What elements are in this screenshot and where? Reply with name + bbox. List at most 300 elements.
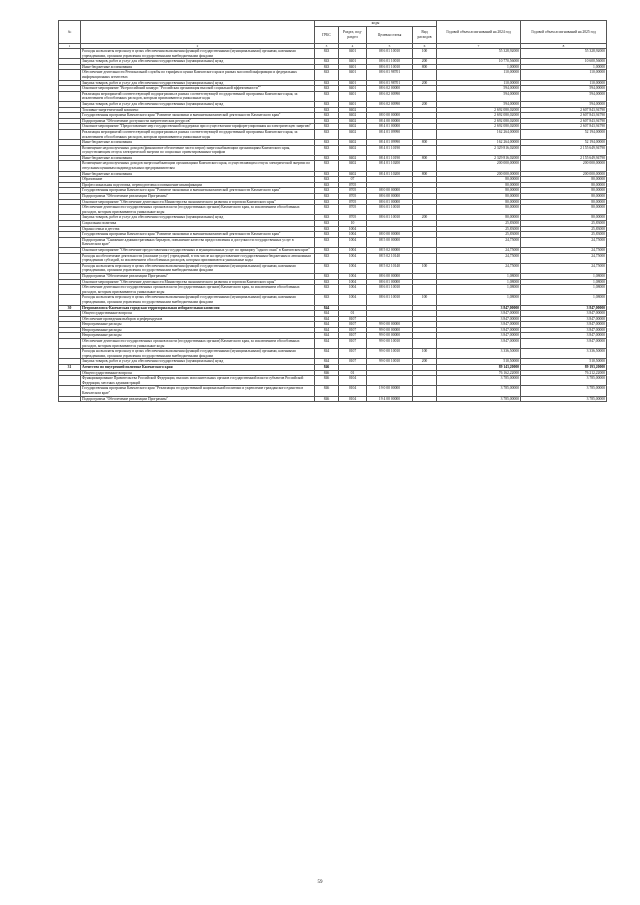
row-amount-2025: 2 155 649,94790 [521,155,607,161]
row-number [59,145,81,155]
row-section: 0402 [339,129,367,139]
row-amount-2024: 200 000,00000 [437,161,521,171]
row-amount-2024: 594,00000 [437,101,521,107]
row-grbs: 843 [315,124,339,130]
row-name: Государственная программа Камчатского края "Развитие экономики и внешнеэкономической деятельности Камчатского края" [81,188,315,194]
row-target: 08 6 01 00000 [367,199,413,205]
header-expense-type: Вид расходов [413,27,437,44]
row-target: 19 4 00 00000 [367,396,413,402]
row-expense-type [413,70,437,80]
row-grbs: 844 [315,359,339,365]
row-name: Топливно-энергетический комплекс [81,107,315,113]
row-grbs: 843 [315,194,339,200]
row-grbs: 846 [315,376,339,386]
row-target: 08 5 02 10140 [367,253,413,263]
row-amount-2025: 25,83000 [521,232,607,238]
row-amount-2025: 52 194,00000 [521,129,607,139]
row-section: 0401 [339,64,367,70]
row-section: 1004 [339,273,367,279]
row-number [59,253,81,263]
row-amount-2025: 3 785,00000 [521,376,607,386]
row-section: 07 [339,177,367,183]
row-target: 99 0 00 00000 [367,322,413,328]
row-amount-2024: 2 329 816,02000 [437,155,521,161]
index-cell: 2 [81,44,315,49]
row-amount-2025: 594,00000 [521,86,607,92]
row-number [59,349,81,359]
row-name: Расходы на выплаты персоналу в целях обеспечения выполнения функций государственными (муниципальными) органами, казенными учреждениями, органами управления государственными внебюджетными фондами [81,49,315,59]
row-section: 1004 [339,232,367,238]
index-cell: 8 [521,44,607,49]
page-number: 59 [317,880,323,885]
table-row [59,205,607,215]
row-amount-2024: 10 770,56000 [437,59,521,65]
row-amount-2025: 3 847,00000 [521,311,607,317]
row-amount-2024: 3 847,00000 [437,305,521,311]
row-number [59,376,81,386]
row-grbs: 843 [315,155,339,161]
row-section: 0401 [339,80,367,86]
row-grbs: 843 [315,64,339,70]
row-grbs: 843 [315,177,339,183]
row-name: Закупка товаров, работ и услуг для обеспечения государственных (муниципальных) нужд [81,215,315,221]
row-target: 08 6 01 10010 [367,205,413,215]
row-section: 0104 [339,376,367,386]
row-expense-type [413,285,437,295]
row-amount-2025: 55 328,92000 [521,49,607,59]
row-amount-2024: 24,75000 [437,253,521,263]
table-row [59,376,607,386]
row-name: Расходы на выплаты персоналу в целях обеспечения выполнения функций государственными (муниципальными) органами, казенными учреждениями, органами управления государственными внебюджетными фондами [81,349,315,359]
row-name: Социальная политика [81,221,315,227]
row-name: Функционирование Правительства Российской Федерации, высших исполнительных органов государственной власти субъектов Российской Федерации, местных администраций [81,376,315,386]
row-section: 0402 [339,124,367,130]
row-expense-type: 100 [413,349,437,359]
row-amount-2025: 10 600,56000 [521,59,607,65]
row-expense-type: 200 [413,80,437,86]
row-expense-type: 200 [413,359,437,365]
row-amount-2025: 1,08000 [521,285,607,295]
row-grbs: 844 [315,349,339,359]
row-amount-2025: 510,50000 [521,359,607,365]
row-name: Общегосударственные вопросы [81,370,315,376]
row-section: 0705 [339,199,367,205]
row-section: 0104 [339,396,367,402]
row-section: 0401 [339,70,367,80]
row-grbs: 843 [315,221,339,227]
row-name: Иные бюджетные ассигнования [81,155,315,161]
row-section: 0402 [339,161,367,171]
row-grbs: 843 [315,237,339,247]
row-name: Закупка товаров, работ и услуг для обеспечения государственных (муниципальных) нужд [81,101,315,107]
row-amount-2024: 25,83000 [437,221,521,227]
row-section: 1004 [339,247,367,253]
row-grbs: 844 [315,322,339,328]
row-target: 08 6 02 00990 [367,91,413,101]
row-grbs: 843 [315,145,339,155]
row-section: 0705 [339,194,367,200]
index-cell: 5 [367,44,413,49]
row-name: Непрограммные расходы [81,327,315,333]
table-row [59,161,607,171]
row-name: Подпрограмма "Снижение административных барьеров, повышение качества предоставления и доступности государственных услуг в Камчатском крае" [81,237,315,247]
table-row [59,145,607,155]
row-number [59,70,81,80]
row-amount-2025: 3 785,00000 [521,396,607,402]
row-target: 08 0 00 00000 [367,113,413,119]
row-expense-type [413,339,437,349]
row-expense-type: 800 [413,155,437,161]
row-amount-2024: 25,83000 [437,226,521,232]
row-amount-2025: 24,75000 [521,263,607,273]
row-amount-2024: 110,00000 [437,80,521,86]
row-expense-type [413,145,437,155]
row-target: 08 6 00 00000 [367,273,413,279]
row-name: Подпрограмма "Обеспечение доступности энергетических ресурсов" [81,118,315,124]
row-name: Непрограммные расходы [81,333,315,339]
row-number [59,91,81,101]
row-section: 0402 [339,155,367,161]
row-expense-type: 800 [413,64,437,70]
row-section: 1004 [339,237,367,247]
table-row [59,263,607,273]
row-section: 0401 [339,101,367,107]
row-expense-type [413,253,437,263]
row-amount-2025: 80,00000 [521,215,607,221]
row-target: 08 5 02 00000 [367,247,413,253]
row-grbs: 846 [315,386,339,396]
row-amount-2024: 25,83000 [437,232,521,238]
row-grbs: 843 [315,182,339,188]
row-amount-2024: 80,00000 [437,194,521,200]
row-target: 08 0 00 00000 [367,232,413,238]
row-amount-2025: 80,00000 [521,199,607,205]
row-grbs: 844 [315,333,339,339]
row-name: Обеспечение проведения выборов и референдумов [81,316,315,322]
index-cell: 4 [339,44,367,49]
row-expense-type: 200 [413,59,437,65]
row-number: 30 [59,305,81,311]
row-grbs: 844 [315,316,339,322]
row-name: Расходы на обеспечение деятельности (оказание услуг) учреждений, в том числе на предоставление государственным бюджетным и автономным учреждениям субсидий, за исключением обособленных расходов, которым присваиваются уникальные коды [81,253,315,263]
row-number [59,129,81,139]
row-section: 0402 [339,145,367,155]
row-grbs: 843 [315,188,339,194]
row-name: Государственная программа Камчатского края "Развитие экономики и внешнеэкономической деятельности Камчатского края" [81,113,315,119]
row-number [59,386,81,396]
header-vol-2025: Годовой объем ассигнований на 2025 год [521,21,607,44]
row-grbs: 843 [315,101,339,107]
row-expense-type: 800 [413,140,437,146]
row-amount-2024: 1,08000 [437,279,521,285]
row-amount-2025: 76 212,22000 [521,370,607,376]
row-grbs: 844 [315,311,339,317]
row-number [59,396,81,402]
index-cell: 6 [413,44,437,49]
table-row [59,253,607,263]
row-name: Иные бюджетные ассигнования [81,171,315,177]
header-target: Целевая статья [367,27,413,44]
row-target: 08 4 01 00000 [367,124,413,130]
row-name: Основное мероприятие "Всероссийский конкурс "Российская организация высокой социальной эффективности"" [81,86,315,92]
row-amount-2024: 1,08000 [437,273,521,279]
row-section: 10 [339,221,367,227]
row-amount-2024: 80,00000 [437,182,521,188]
row-grbs: 843 [315,215,339,221]
row-amount-2024: 1,00000 [437,64,521,70]
row-amount-2024: 3 847,00000 [437,316,521,322]
row-amount-2025: 3 847,00000 [521,322,607,328]
row-amount-2024: 2 692 080,02000 [437,113,521,119]
row-amount-2025: 80,00000 [521,182,607,188]
row-expense-type [413,161,437,171]
row-target: 08 6 01 98701 [367,70,413,80]
row-amount-2024: 89 143,20000 [437,365,521,371]
row-name: Закупка товаров, работ и услуг для обеспечения государственных (муниципальных) нужд [81,59,315,65]
row-grbs: 843 [315,199,339,205]
row-expense-type [413,376,437,386]
row-amount-2025: 594,00000 [521,91,607,101]
row-grbs: 846 [315,396,339,402]
row-amount-2024: 594,00000 [437,91,521,101]
row-name: Агентство по внутренней политике Камчатского края [81,365,315,371]
row-target: 08 4 01 10200 [367,171,413,177]
table-row [59,129,607,139]
row-amount-2025: 2 607 843,94790 [521,113,607,119]
row-amount-2025: 3 785,00000 [521,386,607,396]
row-section: 0107 [339,349,367,359]
row-amount-2025: 3 847,00000 [521,327,607,333]
row-section: 0107 [339,333,367,339]
index-cell: 3 [315,44,339,49]
row-amount-2025: 80,00000 [521,194,607,200]
row-number [59,237,81,247]
row-grbs: 843 [315,285,339,295]
row-amount-2024: 510,50000 [437,359,521,365]
table-row [59,70,607,80]
row-name: Подпрограмма "Обеспечение реализации Программы" [81,396,315,402]
row-target: 99 0 00 10010 [367,349,413,359]
row-grbs: 843 [315,171,339,177]
row-grbs: 843 [315,205,339,215]
row-amount-2025: 2 607 843,94790 [521,124,607,130]
row-name: Петропавловск-Камчатская городская территориальная избирательная комиссия [81,305,315,311]
row-amount-2024: 3 785,00000 [437,376,521,386]
row-name: Государственная программа Камчатского края "Реализация государственной национальной политики и укрепление гражданского единства в Камчатском крае" [81,386,315,396]
row-name: Общегосударственные вопросы [81,311,315,317]
row-amount-2024: 24,75000 [437,237,521,247]
table-row [59,396,607,402]
table-row [59,237,607,247]
budget-rows [59,49,607,402]
row-amount-2024: 3 785,00000 [437,396,521,402]
row-amount-2025: 200 000,00000 [521,161,607,171]
row-section: 0402 [339,140,367,146]
row-number [59,295,81,305]
row-name: Образование [81,177,315,183]
row-expense-type: 200 [413,215,437,221]
row-expense-type: 100 [413,295,437,305]
row-target: 08 5 02 10140 [367,263,413,273]
row-amount-2025: 110,00000 [521,80,607,86]
row-section: 01 [339,311,367,317]
row-amount-2025: 3 847,00000 [521,333,607,339]
row-name: Иные бюджетные ассигнования [81,140,315,146]
row-name: Обеспечение деятельности государственных органов власти (государственных органов) Камчатского края, за исключением обособленных расходов, которым присваиваются уникальные коды [81,205,315,215]
row-amount-2024: 2 692 080,02000 [437,118,521,124]
row-grbs: 843 [315,129,339,139]
row-target: 08 4 01 10200 [367,161,413,171]
row-section: 0107 [339,316,367,322]
row-target: 08 6 01 00000 [367,279,413,285]
row-amount-2025: 1,00000 [521,64,607,70]
row-name: Подпрограмма "Обеспечение реализации Программы" [81,273,315,279]
row-amount-2025: 80,00000 [521,205,607,215]
table-row [59,285,607,295]
row-amount-2024: 80,00000 [437,177,521,183]
row-name: Возмещение недополученных доходов (финансовое обеспечение части затрат) энергоснабжающим организациям Камчатского края, осуществляющим отпуск электрической энергии по социально ориентированным тарифам [81,145,315,155]
row-section: 0401 [339,49,367,59]
row-target: 08 5 00 00000 [367,237,413,247]
row-expense-type: 100 [413,263,437,273]
row-target: 08 4 00 00000 [367,118,413,124]
row-expense-type: 800 [413,171,437,177]
row-grbs: 843 [315,279,339,285]
row-expense-type [413,129,437,139]
row-amount-2024: 1,08000 [437,295,521,305]
row-section: 0401 [339,59,367,65]
row-amount-2025: 25,83000 [521,226,607,232]
row-target: 99 0 00 10010 [367,359,413,365]
row-amount-2024: 162 264,00000 [437,140,521,146]
table-row [59,349,607,359]
row-name: Обеспечение деятельности Региональной службы по тарифам и ценам Камчатского края в рамках массовой информации и федеральных информационных агентствах [81,70,315,80]
row-target: 99 0 00 00000 [367,333,413,339]
row-name: Непрограммные расходы [81,322,315,328]
row-target: 08 4 01 10190 [367,145,413,155]
row-number [59,285,81,295]
row-section: 0705 [339,188,367,194]
row-grbs: 846 [315,365,339,371]
row-amount-2024: 24,75000 [437,263,521,273]
row-grbs: 843 [315,91,339,101]
row-number [59,339,81,349]
row-grbs: 843 [315,295,339,305]
row-grbs: 843 [315,113,339,119]
row-target: 08 4 01 10190 [367,155,413,161]
row-section: 1004 [339,295,367,305]
row-name: Расходы на выплаты персоналу в целях обеспечения выполнения функций государственными (муниципальными) органами, казенными учреждениями, органами управления государственными внебюджетными фондами [81,295,315,305]
row-name: Возмещение недополученных доходов энергоснабжающим организациям Камчатского края, осуществляющим отпуск электрической энергии по отпускным ценникам индивидуальным предпринимателям [81,161,315,171]
row-amount-2024: 80,00000 [437,188,521,194]
header-codes: коды [315,21,437,27]
row-section: 0705 [339,182,367,188]
row-amount-2025: 3 847,00000 [521,339,607,349]
row-amount-2024: 3 847,00000 [437,322,521,328]
index-cell: 1 [59,44,81,49]
row-section: 0402 [339,113,367,119]
row-expense-type [413,91,437,101]
row-target: 19 0 00 00000 [367,386,413,396]
row-number [59,161,81,171]
row-grbs: 843 [315,263,339,273]
row-name: Основное мероприятие "Обеспечение деятельности Министерства экономического развития и торговли Камчатского края" [81,279,315,285]
row-amount-2024: 55 328,92000 [437,49,521,59]
row-amount-2024: 2 692 080,02000 [437,124,521,130]
row-grbs: 843 [315,273,339,279]
row-amount-2025: 80,00000 [521,177,607,183]
row-expense-type [413,396,437,402]
row-section: 01 [339,370,367,376]
row-name: Закупка товаров, работ и услуг для обеспечения государственных (муниципальных) нужд [81,359,315,365]
row-target: 08 6 01 10010 [367,215,413,221]
row-name: Основное мероприятие "Предоставление мер государственной поддержки при осуществлении тарифорегулирования на электрическую энергию" [81,124,315,130]
row-grbs: 843 [315,140,339,146]
budget-document [58,20,606,402]
row-name: Обеспечение деятельности государственных органов власти (государственных органов) Камчатского края, за исключением обособленных расходов, которым присваиваются уникальные коды [81,285,315,295]
row-grbs: 844 [315,305,339,311]
row-amount-2025: 3 336,50000 [521,349,607,359]
row-amount-2025: 1,08000 [521,295,607,305]
row-expense-type [413,386,437,396]
row-section: 0705 [339,205,367,215]
row-amount-2024: 76 162,22000 [437,370,521,376]
row-section: 0402 [339,171,367,177]
row-expense-type: 100 [413,49,437,59]
header-no: № [59,21,81,44]
row-grbs: 843 [315,161,339,171]
row-grbs: 843 [315,226,339,232]
row-target: 08 6 01 98701 [367,80,413,86]
row-section: 0401 [339,86,367,92]
row-name: Профессиональная подготовка, переподготовка и повышение квалификации [81,182,315,188]
row-section: 0107 [339,339,367,349]
row-grbs: 843 [315,49,339,59]
row-amount-2025: 2 155 649,94790 [521,145,607,155]
row-target: 08 6 01 10010 [367,285,413,295]
row-name: Реализация мероприятий соответствующей подпрограммы в рамках соответствующей государственной программы Камчатского края, за исключением обособленных расходов, которым присваиваются уникальные коды [81,91,315,101]
table-row [59,295,607,305]
row-expense-type [413,205,437,215]
index-cell: 7 [437,44,521,49]
row-amount-2025: 25,83000 [521,221,607,227]
table-row [59,49,607,59]
row-amount-2025: 3 847,00000 [521,305,607,311]
row-number [59,49,81,59]
row-name: Охрана семьи и детства [81,226,315,232]
row-amount-2024: 110,00000 [437,70,521,80]
row-target: 99 0 00 00000 [367,327,413,333]
row-grbs: 843 [315,253,339,263]
row-section: 0705 [339,215,367,221]
budget-table [58,20,607,402]
row-name: Государственная программа Камчатского края "Развитие экономики и внешнеэкономической деятельности Камчатского края" [81,232,315,238]
row-name: Иные бюджетные ассигнования [81,64,315,70]
row-grbs: 843 [315,232,339,238]
row-amount-2025: 1,08000 [521,273,607,279]
row-name: Основное мероприятие "Обеспечение деятельности Министерства экономического развития и торговли Камчатского края" [81,199,315,205]
row-target: 08 6 01 10010 [367,59,413,65]
row-amount-2025: 2 607 843,94790 [521,107,607,113]
row-grbs: 843 [315,59,339,65]
header-grbs: ГРБС [315,27,339,44]
row-amount-2025: 2 607 843,94790 [521,118,607,124]
row-amount-2024: 80,00000 [437,215,521,221]
row-amount-2024: 3 785,00000 [437,386,521,396]
row-target: 08 6 01 10010 [367,49,413,59]
row-number: 31 [59,365,81,371]
row-amount-2025: 52 194,00000 [521,140,607,146]
